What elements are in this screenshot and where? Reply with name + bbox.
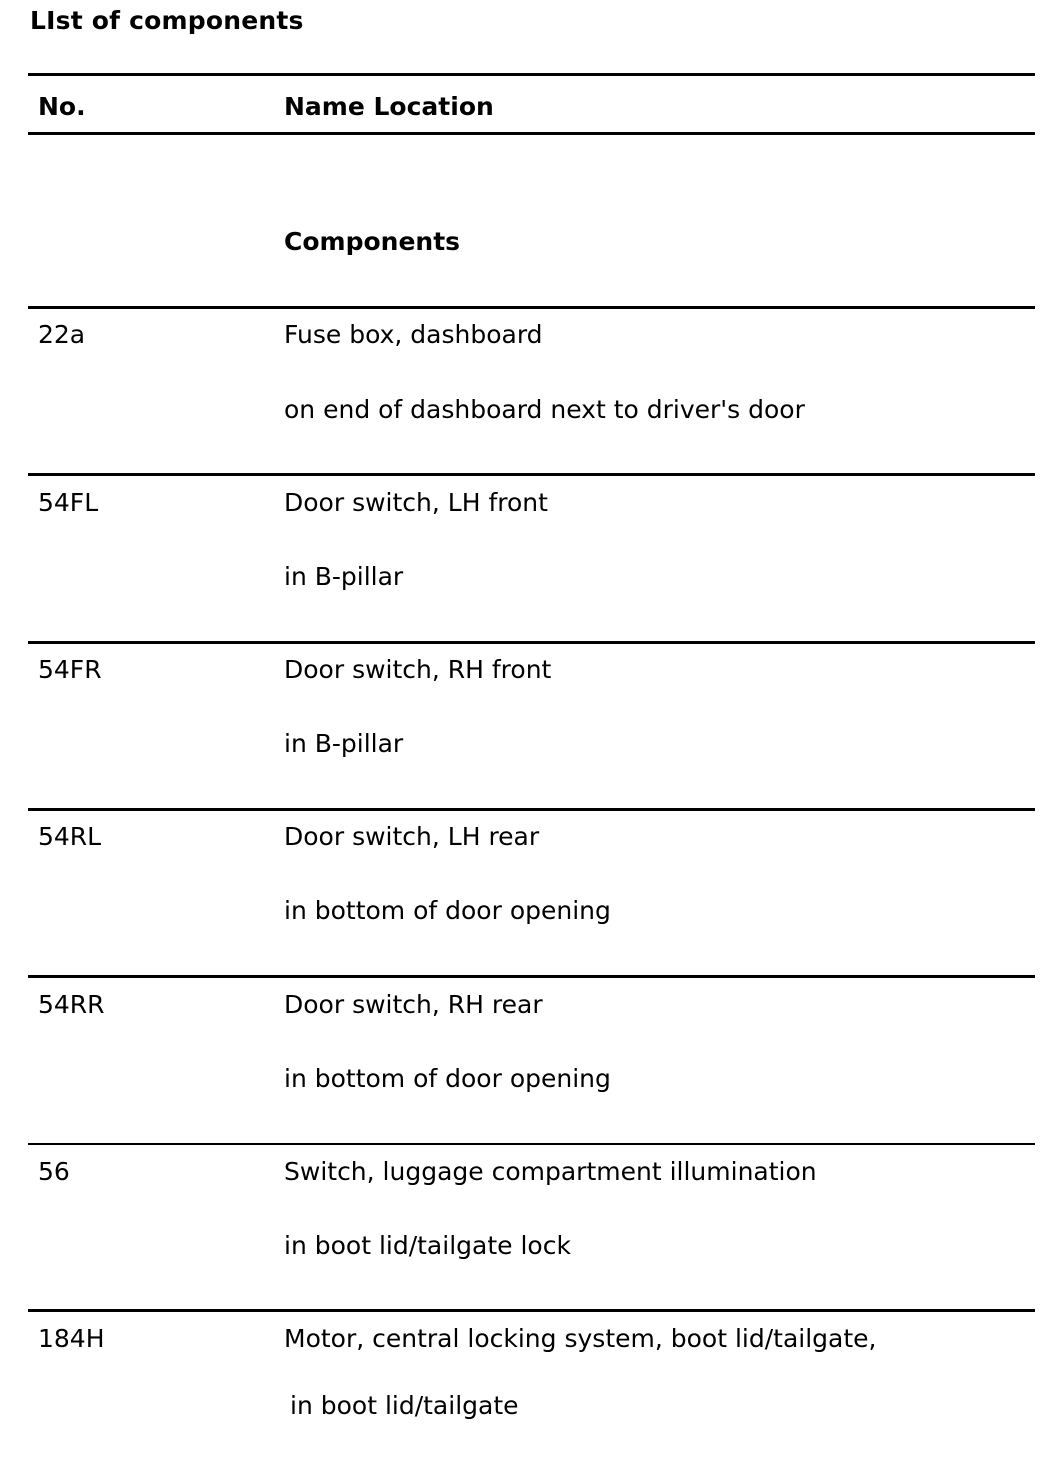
row-divider bbox=[28, 641, 1035, 644]
row-name: Switch, luggage compartment illumination bbox=[284, 1157, 817, 1186]
header-name-location: Name Location bbox=[284, 92, 494, 121]
row-location: in boot lid/tailgate bbox=[290, 1391, 519, 1420]
row-location: in B-pillar bbox=[284, 729, 404, 758]
row-location: in bottom of door opening bbox=[284, 896, 611, 925]
row-name: Door switch, LH front bbox=[284, 488, 548, 517]
row-number: 54RR bbox=[38, 990, 105, 1019]
row-divider bbox=[28, 1143, 1035, 1145]
header-bottom-rule bbox=[28, 132, 1035, 135]
row-number: 56 bbox=[38, 1157, 70, 1186]
page-title: LIst of components bbox=[30, 6, 304, 35]
row-number: 54FR bbox=[38, 655, 102, 684]
row-divider bbox=[28, 306, 1035, 309]
row-location: in bottom of door opening bbox=[284, 1064, 611, 1093]
row-divider bbox=[28, 975, 1035, 978]
row-location: in boot lid/tailgate lock bbox=[284, 1231, 571, 1260]
row-divider bbox=[28, 473, 1035, 476]
row-name: Door switch, RH front bbox=[284, 655, 552, 684]
row-location: in B-pillar bbox=[284, 562, 404, 591]
row-number: 54RL bbox=[38, 822, 102, 851]
row-name: Door switch, RH rear bbox=[284, 990, 543, 1019]
row-number: 184H bbox=[38, 1324, 105, 1353]
row-number: 54FL bbox=[38, 488, 99, 517]
row-location: on end of dashboard next to driver's door bbox=[284, 395, 805, 424]
row-name: Fuse box, dashboard bbox=[284, 320, 543, 349]
row-divider bbox=[28, 1309, 1035, 1312]
section-heading: Components bbox=[284, 227, 461, 256]
table-top-rule bbox=[28, 73, 1035, 76]
row-name: Door switch, LH rear bbox=[284, 822, 540, 851]
row-divider bbox=[28, 808, 1035, 811]
row-number: 22a bbox=[38, 320, 86, 349]
header-no: No. bbox=[38, 92, 86, 121]
row-name: Motor, central locking system, boot lid/tailgate, bbox=[284, 1324, 877, 1353]
